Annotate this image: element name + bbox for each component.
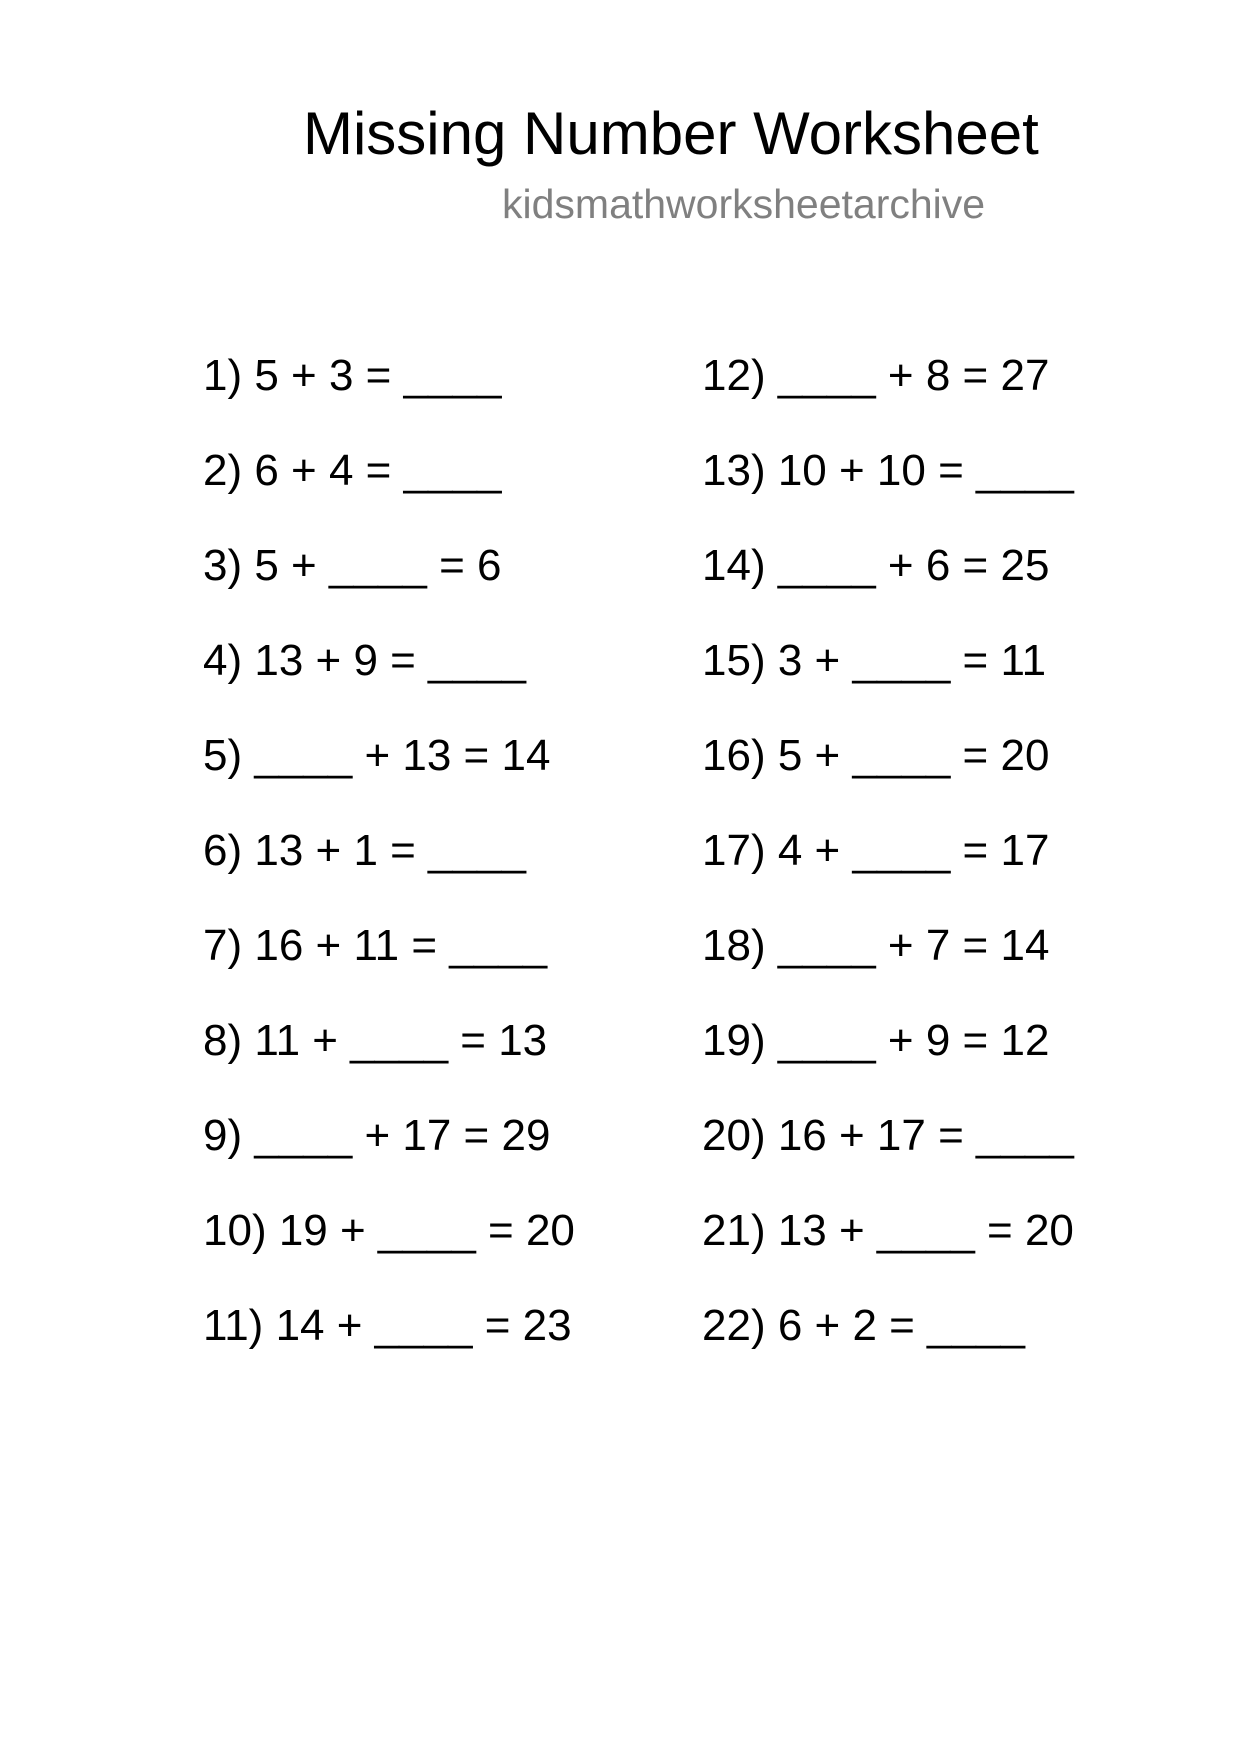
problem-item bbox=[203, 731, 683, 826]
problem-expression: ____ + 7 = 14 bbox=[777, 921, 1050, 970]
problem-item bbox=[702, 1016, 1182, 1111]
problem-number: 4) bbox=[203, 636, 243, 685]
problem-expression: ____ + 6 = 25 bbox=[777, 541, 1050, 590]
problem-expression: 13 + 9 = ____ bbox=[254, 636, 526, 685]
problem-item bbox=[203, 541, 683, 636]
problem-number: 20) bbox=[702, 1111, 766, 1160]
problem-expression: 4 + ____ = 17 bbox=[777, 826, 1050, 875]
problem-expression: 16 + 17 = ____ bbox=[777, 1111, 1074, 1160]
problem-item bbox=[203, 1111, 683, 1206]
problem-item bbox=[702, 636, 1182, 731]
problem-number: 9) bbox=[203, 1111, 243, 1160]
problem-item bbox=[203, 921, 683, 1016]
problem-item bbox=[203, 446, 683, 541]
problem-item bbox=[702, 1301, 1182, 1396]
source-subtitle: kidsmathworksheetarchive bbox=[502, 181, 986, 227]
problem-number: 12) bbox=[702, 351, 766, 400]
problem-number: 22) bbox=[702, 1301, 766, 1350]
problem-item bbox=[702, 1206, 1182, 1301]
problem-expression: 19 + ____ = 20 bbox=[278, 1206, 575, 1255]
problem-expression: 11 + ____ = 13 bbox=[254, 1016, 548, 1065]
problem-number: 17) bbox=[702, 826, 766, 875]
problem-item bbox=[702, 351, 1182, 446]
problem-item bbox=[702, 446, 1182, 541]
problem-expression: 13 + ____ = 20 bbox=[777, 1206, 1074, 1255]
problem-item bbox=[203, 636, 683, 731]
problem-expression: ____ + 9 = 12 bbox=[777, 1016, 1050, 1065]
problem-expression: ____ + 13 = 14 bbox=[254, 731, 551, 780]
problem-number: 5) bbox=[203, 731, 243, 780]
problem-number: 1) bbox=[203, 351, 243, 400]
problem-column-right bbox=[702, 351, 1182, 1396]
problem-expression: 5 + 3 = ____ bbox=[254, 351, 502, 400]
problem-item bbox=[203, 351, 683, 446]
problem-column-left bbox=[203, 351, 683, 1396]
problem-item bbox=[702, 826, 1182, 921]
problem-item bbox=[203, 1206, 683, 1301]
problem-expression: 14 + ____ = 23 bbox=[275, 1301, 572, 1350]
problem-expression: 6 + 2 = ____ bbox=[777, 1301, 1025, 1350]
problem-expression: 16 + 11 = ____ bbox=[254, 921, 548, 970]
problem-number: 3) bbox=[203, 541, 243, 590]
problem-expression: 6 + 4 = ____ bbox=[254, 446, 502, 495]
problem-number: 8) bbox=[203, 1016, 243, 1065]
problem-expression: 10 + 10 = ____ bbox=[777, 446, 1074, 495]
problem-item bbox=[702, 921, 1182, 1016]
problem-number: 11) bbox=[203, 1301, 264, 1350]
problem-number: 16) bbox=[702, 731, 766, 780]
problem-number: 21) bbox=[702, 1206, 766, 1255]
problem-number: 13) bbox=[702, 446, 766, 495]
problem-item bbox=[203, 1016, 683, 1111]
problem-item bbox=[702, 731, 1182, 826]
problem-item bbox=[702, 541, 1182, 636]
problem-number: 6) bbox=[203, 826, 243, 875]
problem-number: 18) bbox=[702, 921, 766, 970]
problem-item bbox=[203, 826, 683, 921]
problem-number: 7) bbox=[203, 921, 243, 970]
problem-expression: 13 + 1 = ____ bbox=[254, 826, 526, 875]
page-title: Missing Number Worksheet bbox=[303, 100, 1039, 167]
problem-expression: 5 + ____ = 20 bbox=[777, 731, 1050, 780]
problem-expression: ____ + 17 = 29 bbox=[254, 1111, 551, 1160]
problem-expression: 3 + ____ = 11 bbox=[777, 636, 1047, 685]
problem-number: 19) bbox=[702, 1016, 766, 1065]
problem-number: 15) bbox=[702, 636, 766, 685]
problem-expression: 5 + ____ = 6 bbox=[254, 541, 502, 590]
problem-expression: ____ + 8 = 27 bbox=[777, 351, 1050, 400]
problem-item bbox=[203, 1301, 683, 1396]
problem-item bbox=[702, 1111, 1182, 1206]
problem-number: 10) bbox=[203, 1206, 267, 1255]
problem-number: 14) bbox=[702, 541, 766, 590]
problem-number: 2) bbox=[203, 446, 243, 495]
